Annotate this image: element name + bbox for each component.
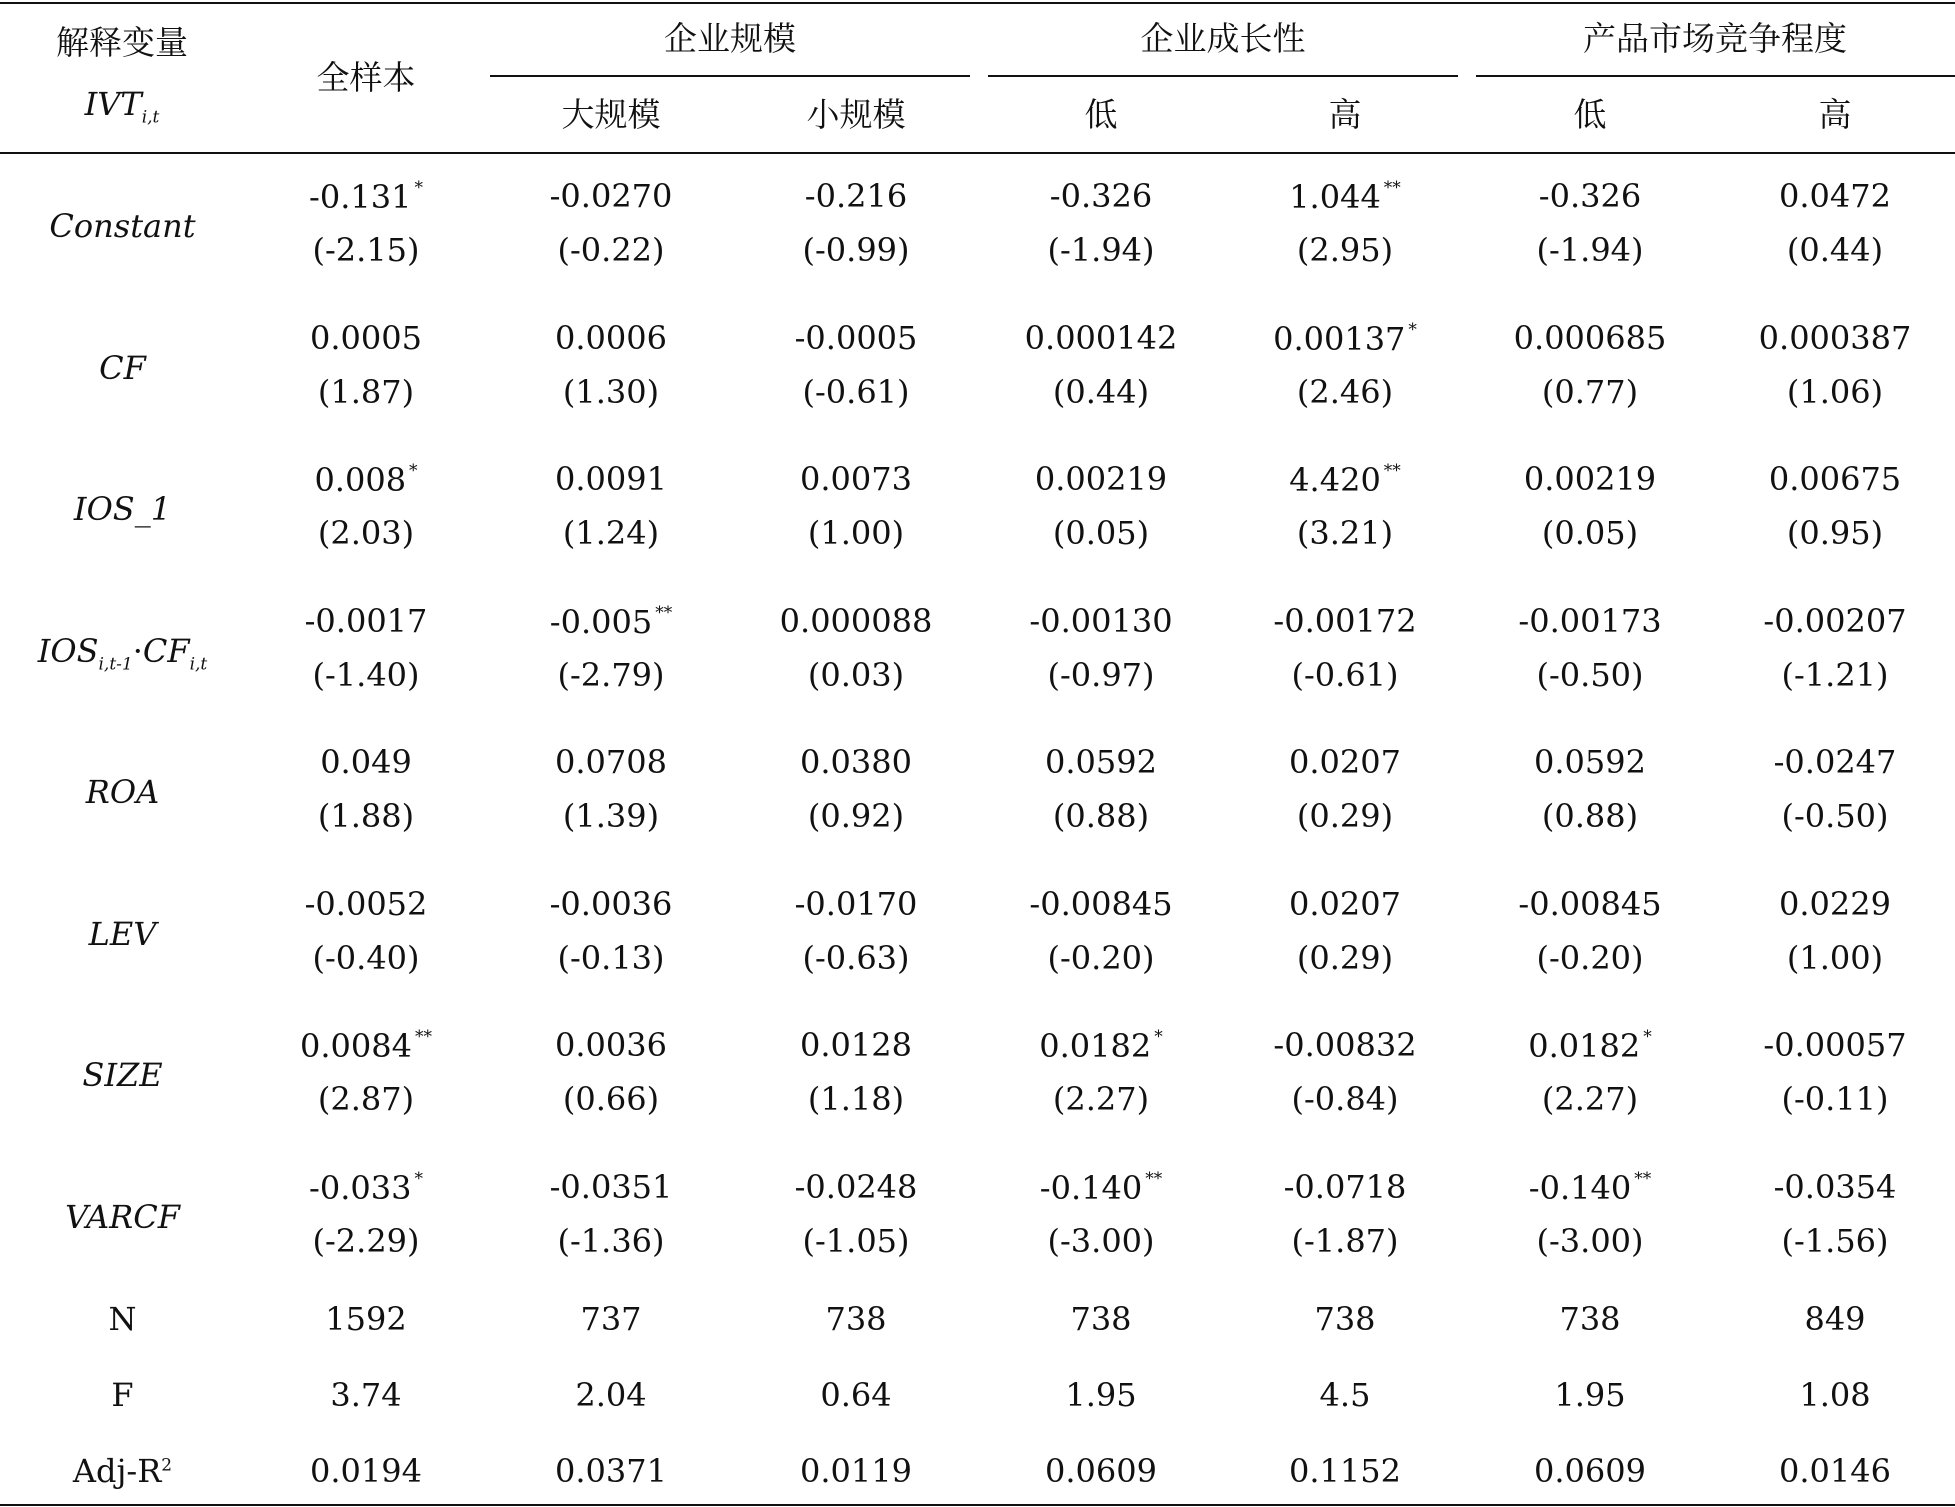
coef-cell <box>1001 743 1201 781</box>
coef-value: -0.131 <box>309 178 412 216</box>
coef-value: 0.0380 <box>800 743 912 781</box>
coef-cell <box>1245 1167 1445 1206</box>
coef-cell <box>1735 1167 1935 1206</box>
row-label-part-b: CF <box>142 631 190 670</box>
coef-cell <box>756 743 956 781</box>
coef-cell <box>1245 743 1445 781</box>
coef-value: 0.00137 <box>1273 319 1406 358</box>
stat-label <box>10 1300 235 1338</box>
t-stat-cell: (2.27) <box>1052 1080 1150 1118</box>
coef-cell <box>1245 178 1445 216</box>
coef-value: 0.0708 <box>555 743 667 781</box>
coef-value: 0.000088 <box>779 601 933 640</box>
coef-cell <box>1001 460 1201 498</box>
t-stat-cell: (-0.13) <box>557 938 665 977</box>
coef-cell <box>1735 743 1935 781</box>
significance-stars: * <box>1408 319 1417 340</box>
t-stat-cell: (-0.40) <box>312 938 420 977</box>
t-stat-cell: (-0.63) <box>802 938 910 977</box>
var-column-title: 解释变量 <box>56 23 188 62</box>
coef-cell <box>511 1026 711 1064</box>
t-stat-cell: (-1.36) <box>557 1221 665 1260</box>
t-stat-cell: (1.88) <box>317 797 415 835</box>
coef-value: 0.0084 <box>300 1027 412 1065</box>
coef-value: 0.0592 <box>1534 743 1646 781</box>
coef-value: -0.0052 <box>304 884 428 923</box>
group-rule-size <box>490 75 970 77</box>
coef-value: -0.0005 <box>794 318 918 357</box>
t-stat-cell: (1.00) <box>1786 938 1884 977</box>
t-stat-cell: (0.95) <box>1786 514 1884 552</box>
t-stat-cell: (1.18) <box>807 1080 905 1118</box>
coef-value: 0.00675 <box>1768 460 1902 498</box>
stat-label-sup: 2 <box>161 1455 173 1476</box>
subheader-competition-low: 低 <box>1573 95 1607 134</box>
t-stat-cell: (2.95) <box>1296 231 1394 269</box>
coef-cell <box>266 318 466 357</box>
subheader-small: 小规模 <box>806 95 906 134</box>
stat-cell: 0.1152 <box>1289 1452 1401 1490</box>
coef-value: 0.0229 <box>1779 884 1891 923</box>
group-header-competition: 产品市场竞争程度 <box>1583 19 1847 58</box>
t-stat-cell: (0.03) <box>807 655 905 694</box>
t-stat-cell: (1.00) <box>807 514 905 552</box>
t-stat-cell: (0.29) <box>1296 938 1394 977</box>
coef-cell <box>1490 743 1690 781</box>
bottom-rule <box>0 1504 1955 1506</box>
coef-cell <box>511 318 711 357</box>
t-stat-cell: (0.88) <box>1541 797 1639 835</box>
coef-cell <box>1001 1027 1201 1065</box>
coef-value: 0.0036 <box>555 1026 667 1064</box>
stat-cell: 1.08 <box>1799 1376 1871 1414</box>
stat-label-text: F <box>111 1376 134 1414</box>
coef-cell <box>266 1168 466 1207</box>
full-sample-header: 全样本 <box>316 58 416 97</box>
group-rule-competition <box>1476 75 1955 77</box>
row-label: VARCF <box>65 1197 180 1236</box>
stat-cell: 0.0119 <box>800 1452 912 1490</box>
coef-cell <box>266 1027 466 1065</box>
row-label: LEV <box>88 914 157 953</box>
coef-value: -0.0170 <box>794 884 918 923</box>
significance-stars: * <box>414 178 423 198</box>
coef-value: 0.0006 <box>555 318 667 357</box>
coef-cell <box>1490 1168 1690 1207</box>
coef-cell <box>1735 177 1935 215</box>
stat-cell: 0.0146 <box>1779 1452 1891 1490</box>
coef-cell <box>266 884 466 923</box>
coef-cell <box>1001 318 1201 357</box>
coef-cell <box>756 884 956 923</box>
t-stat-cell: (-0.20) <box>1047 938 1155 977</box>
coef-cell <box>266 743 466 781</box>
group-header-growth: 企业成长性 <box>1140 19 1306 58</box>
stat-label-text: N <box>108 1300 137 1338</box>
coef-value: 0.0207 <box>1289 884 1401 923</box>
row-label-sub-b: i,t <box>189 653 208 674</box>
coef-value: 0.0207 <box>1289 743 1401 781</box>
var-column-symbol <box>22 85 222 128</box>
coef-value: 0.0091 <box>555 460 667 498</box>
coef-value: -0.0248 <box>794 1167 918 1206</box>
coef-cell <box>1001 177 1201 215</box>
coef-cell <box>1490 601 1690 640</box>
t-stat-cell: (0.44) <box>1786 231 1884 269</box>
coef-value: 0.000387 <box>1758 318 1912 357</box>
coef-value: -0.0036 <box>549 884 673 923</box>
coef-cell <box>1245 461 1445 499</box>
t-stat-cell: (-1.56) <box>1781 1221 1889 1260</box>
var-symbol-sub: i,t <box>141 107 160 128</box>
t-stat-cell: (-0.50) <box>1536 655 1644 694</box>
coef-cell <box>511 1167 711 1206</box>
coef-value: -0.140 <box>1528 1168 1632 1207</box>
t-stat-cell: (-0.11) <box>1781 1080 1889 1118</box>
t-stat-cell: (-0.84) <box>1291 1080 1399 1118</box>
coef-cell <box>511 460 711 498</box>
coef-value: -0.00207 <box>1763 601 1907 640</box>
coef-value: -0.00845 <box>1029 884 1173 923</box>
t-stat-cell: (0.44) <box>1052 372 1150 411</box>
stat-cell: 1.95 <box>1554 1376 1626 1414</box>
coef-value: -0.00832 <box>1273 1026 1417 1064</box>
stat-label-text: Adj-R <box>72 1452 162 1490</box>
coef-value: 0.008 <box>314 461 407 499</box>
significance-stars: * <box>414 1168 423 1189</box>
row-label-part-a: IOS <box>37 631 99 670</box>
stat-cell: 738 <box>1559 1300 1621 1338</box>
coef-cell <box>266 601 466 640</box>
stat-cell: 849 <box>1804 1300 1866 1338</box>
significance-stars: * <box>1154 1027 1163 1047</box>
stat-cell: 0.0371 <box>555 1452 667 1490</box>
coef-cell <box>1490 1027 1690 1065</box>
stat-label <box>10 1376 235 1414</box>
t-stat-cell: (3.21) <box>1296 514 1394 552</box>
t-stat-cell: (-0.50) <box>1781 797 1889 835</box>
coef-value: -0.0247 <box>1773 743 1897 781</box>
coef-value: -0.00057 <box>1763 1026 1907 1064</box>
t-stat-cell: (-1.21) <box>1781 655 1889 694</box>
coef-cell <box>1735 460 1935 498</box>
stat-cell: 738 <box>1314 1300 1376 1338</box>
row-label: SIZE <box>82 1056 163 1094</box>
coef-value: -0.0718 <box>1283 1167 1407 1206</box>
t-stat-cell: (1.39) <box>562 797 660 835</box>
coef-cell <box>1735 1026 1935 1064</box>
coef-cell <box>1001 884 1201 923</box>
coef-value: 0.0182 <box>1039 1027 1152 1065</box>
stat-cell: 0.0609 <box>1534 1452 1646 1490</box>
stat-cell: 4.5 <box>1319 1376 1371 1414</box>
t-stat-cell: (0.05) <box>1052 514 1150 552</box>
t-stat-cell: (-0.20) <box>1536 938 1644 977</box>
subheader-growth-low: 低 <box>1084 95 1118 134</box>
stat-cell: 2.04 <box>575 1376 647 1414</box>
coef-value: -0.326 <box>1538 177 1642 215</box>
coef-cell <box>1735 318 1935 357</box>
subheader-growth-high: 高 <box>1328 95 1362 134</box>
significance-stars: ** <box>655 602 673 623</box>
significance-stars: ** <box>1383 178 1401 198</box>
t-stat-cell: (0.77) <box>1541 372 1639 411</box>
t-stat-cell: (0.66) <box>562 1080 660 1118</box>
t-stat-cell: (-2.79) <box>557 655 665 694</box>
coef-cell <box>1245 884 1445 923</box>
coef-value: 0.000685 <box>1513 318 1667 357</box>
coef-value: -0.005 <box>549 602 653 641</box>
coef-value: -0.326 <box>1049 177 1153 215</box>
coef-value: 1.044 <box>1289 178 1381 216</box>
group-rule-growth <box>988 75 1458 77</box>
t-stat-cell: (-3.00) <box>1536 1221 1644 1260</box>
coef-value: 0.0182 <box>1528 1027 1641 1065</box>
stat-cell: 738 <box>825 1300 887 1338</box>
coef-value: 0.0128 <box>800 1026 912 1064</box>
coef-value: 4.420 <box>1289 461 1381 499</box>
t-stat-cell: (-0.22) <box>557 231 665 269</box>
coef-value: -0.033 <box>309 1168 412 1207</box>
t-stat-cell: (-1.94) <box>1536 231 1644 269</box>
significance-stars: * <box>409 461 418 481</box>
t-stat-cell: (1.87) <box>317 372 415 411</box>
coef-cell <box>266 461 466 499</box>
t-stat-cell: (0.88) <box>1052 797 1150 835</box>
t-stat-cell: (0.92) <box>807 797 905 835</box>
significance-stars: ** <box>1634 1168 1652 1189</box>
coef-value: -0.00172 <box>1273 601 1417 640</box>
subheader-competition-high: 高 <box>1818 95 1852 134</box>
t-stat-cell: (-1.40) <box>312 655 420 694</box>
coef-value: 0.00219 <box>1034 460 1168 498</box>
coef-cell <box>1001 601 1201 640</box>
coef-value: 0.0073 <box>800 460 912 498</box>
coef-value: -0.0017 <box>304 601 428 640</box>
coef-value: -0.00845 <box>1518 884 1662 923</box>
row-label-sub-a: i,t-1 <box>98 653 133 674</box>
t-stat-cell: (-1.05) <box>802 1221 910 1260</box>
t-stat-cell: (-0.61) <box>802 372 910 411</box>
t-stat-cell: (2.87) <box>317 1080 415 1118</box>
coef-cell <box>1490 460 1690 498</box>
significance-stars: ** <box>1383 461 1401 481</box>
t-stat-cell: (0.29) <box>1296 797 1394 835</box>
stat-label <box>10 1452 235 1490</box>
coef-value: -0.00130 <box>1029 601 1173 640</box>
coef-cell <box>1001 1168 1201 1207</box>
row-label-dot: · <box>132 631 143 670</box>
coef-value: -0.0270 <box>549 177 673 215</box>
coef-value: 0.0005 <box>310 318 422 357</box>
stat-cell: 0.0609 <box>1045 1452 1157 1490</box>
coef-cell <box>266 178 466 216</box>
stat-cell: 738 <box>1070 1300 1132 1338</box>
coef-cell <box>1490 884 1690 923</box>
coef-value: -0.0351 <box>549 1167 673 1206</box>
coef-value: 0.000142 <box>1024 318 1178 357</box>
coef-cell <box>1245 319 1445 358</box>
coef-cell <box>756 177 956 215</box>
row-label: ROA <box>85 773 160 811</box>
t-stat-cell: (1.06) <box>1786 372 1884 411</box>
t-stat-cell: (1.24) <box>562 514 660 552</box>
coef-cell <box>511 743 711 781</box>
t-stat-cell: (2.46) <box>1296 372 1394 411</box>
stat-cell: 3.74 <box>330 1376 402 1414</box>
t-stat-cell: (-0.99) <box>802 231 910 269</box>
t-stat-cell: (-2.15) <box>312 231 420 269</box>
var-symbol: IVT <box>84 85 142 123</box>
t-stat-cell: (-3.00) <box>1047 1221 1155 1260</box>
t-stat-cell: (2.03) <box>317 514 415 552</box>
coef-cell <box>1245 601 1445 640</box>
row-label: CF <box>99 348 146 387</box>
coef-cell <box>511 177 711 215</box>
subheader-large: 大规模 <box>561 95 661 134</box>
coef-cell <box>1245 1026 1445 1064</box>
t-stat-cell: (-1.87) <box>1291 1221 1399 1260</box>
significance-stars: ** <box>414 1027 432 1047</box>
coef-value: -0.00173 <box>1518 601 1662 640</box>
coef-value: 0.0472 <box>1779 177 1891 215</box>
stat-cell: 737 <box>580 1300 642 1338</box>
row-label <box>10 631 235 674</box>
coef-value: -0.216 <box>804 177 908 215</box>
coef-cell <box>511 884 711 923</box>
stat-cell: 0.64 <box>820 1376 892 1414</box>
coef-cell <box>1490 318 1690 357</box>
t-stat-cell: (-0.61) <box>1291 655 1399 694</box>
coef-value: 0.00219 <box>1523 460 1657 498</box>
coef-cell <box>756 601 956 640</box>
row-label: IOS_1 <box>73 490 172 528</box>
header-rule <box>0 152 1955 154</box>
t-stat-cell: (-1.94) <box>1047 231 1155 269</box>
top-rule <box>0 2 1955 4</box>
stat-cell: 1592 <box>325 1300 407 1338</box>
coef-cell <box>756 460 956 498</box>
t-stat-cell: (1.30) <box>562 372 660 411</box>
coef-cell <box>756 1026 956 1064</box>
t-stat-cell: (2.27) <box>1541 1080 1639 1118</box>
stat-cell: 0.0194 <box>310 1452 422 1490</box>
t-stat-cell: (-2.29) <box>312 1221 420 1260</box>
coef-cell <box>1735 884 1935 923</box>
row-label: Constant <box>49 207 196 245</box>
coef-value: -0.0354 <box>1773 1167 1897 1206</box>
coef-cell <box>756 318 956 357</box>
coef-cell <box>756 1167 956 1206</box>
coef-value: 0.0592 <box>1045 743 1157 781</box>
coef-value: -0.140 <box>1039 1168 1143 1207</box>
coef-cell <box>511 602 711 641</box>
t-stat-cell: (0.05) <box>1541 514 1639 552</box>
coef-value: 0.049 <box>320 743 412 781</box>
coef-cell <box>1735 601 1935 640</box>
stat-cell: 1.95 <box>1065 1376 1137 1414</box>
group-header-size: 企业规模 <box>664 19 796 58</box>
coef-cell <box>1490 177 1690 215</box>
significance-stars: * <box>1643 1027 1652 1047</box>
t-stat-cell: (-0.97) <box>1047 655 1155 694</box>
significance-stars: ** <box>1145 1168 1163 1189</box>
